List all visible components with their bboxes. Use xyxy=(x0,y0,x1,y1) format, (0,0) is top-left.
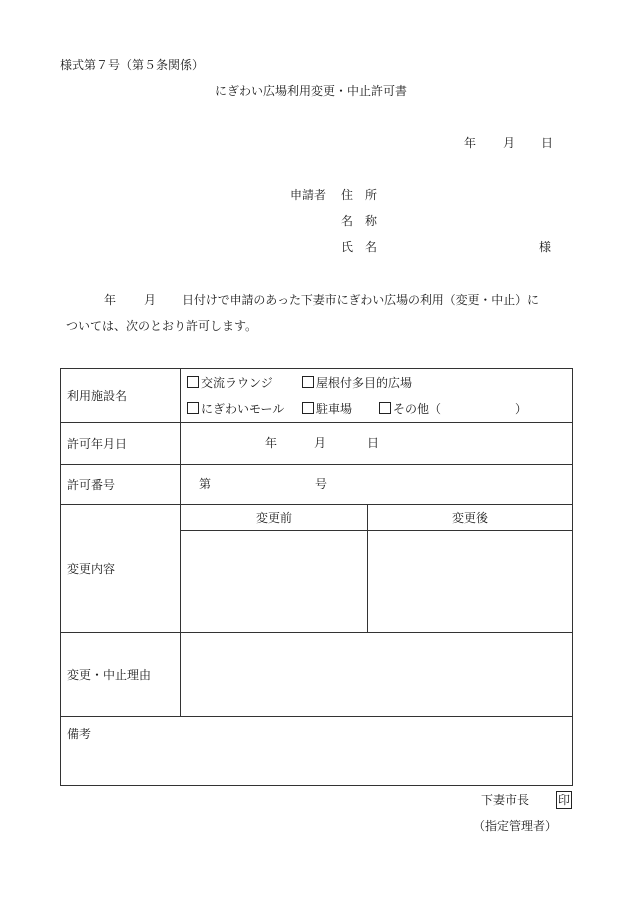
permit-table xyxy=(60,368,573,786)
applicant-label: 申請者 xyxy=(290,188,327,202)
after-label: 変更後 xyxy=(368,505,573,531)
change-label: 変更内容 xyxy=(61,505,181,633)
body-line2: ついては、次のとおり許可します。 xyxy=(66,319,258,333)
permit-date-label: 許可年月日 xyxy=(61,423,181,465)
option-roofed-plaza[interactable] xyxy=(302,376,412,390)
change-header-row xyxy=(61,505,573,531)
designated-manager: （指定管理者） xyxy=(473,819,558,833)
permit-date-year: 年 xyxy=(265,436,278,450)
seal-mark xyxy=(556,791,572,809)
person-name-label: 氏 名 xyxy=(341,240,378,254)
option-other[interactable] xyxy=(379,402,441,416)
permit-date-row xyxy=(61,423,573,465)
before-label: 変更前 xyxy=(181,505,368,531)
body-year: 年 xyxy=(104,293,117,307)
permit-number-field[interactable] xyxy=(181,465,573,505)
option-other-close: ） xyxy=(515,402,528,416)
form-number: 様式第７号（第５条関係） xyxy=(60,58,205,72)
option-mall[interactable] xyxy=(187,402,284,416)
permit-number-prefix: 第 xyxy=(199,477,212,491)
body-line1: 日付けで申請のあった下妻市にぎわい広場の利用（変更・中止）に xyxy=(182,293,539,307)
honorific: 様 xyxy=(539,240,552,254)
checkbox-icon[interactable] xyxy=(302,376,314,388)
mayor-title: 下妻市長 xyxy=(481,793,530,807)
reason-field[interactable] xyxy=(181,633,573,717)
body-month: 月 xyxy=(144,293,157,307)
reason-label: 変更・中止理由 xyxy=(61,633,181,717)
reason-row xyxy=(61,633,573,717)
permit-date-field[interactable] xyxy=(181,423,573,465)
permit-number-suffix: 号 xyxy=(315,477,328,491)
after-field[interactable] xyxy=(368,531,573,633)
checkbox-icon[interactable] xyxy=(379,402,391,414)
facility-row xyxy=(61,369,573,423)
address-label: 住 所 xyxy=(341,188,378,202)
checkbox-icon[interactable] xyxy=(187,402,199,414)
remarks-field[interactable] xyxy=(61,717,573,786)
option-other-label: その他（ xyxy=(393,402,442,416)
permit-number-row xyxy=(61,465,573,505)
facility-options xyxy=(181,369,573,423)
before-field[interactable] xyxy=(181,531,368,633)
permit-number-label: 許可番号 xyxy=(61,465,181,505)
option-parking-label: 駐車場 xyxy=(316,402,353,416)
date-year: 年 xyxy=(464,136,477,150)
remarks-row xyxy=(61,717,573,786)
option-lounge-label: 交流ラウンジ xyxy=(201,376,273,390)
date-month: 月 xyxy=(503,136,516,150)
date-day: 日 xyxy=(541,136,554,150)
permit-date-day: 日 xyxy=(367,436,380,450)
org-name-label: 名 称 xyxy=(341,214,378,228)
facility-label: 利用施設名 xyxy=(61,369,181,423)
checkbox-icon[interactable] xyxy=(302,402,314,414)
option-roofed-plaza-label: 屋根付多目的広場 xyxy=(316,376,413,390)
option-parking[interactable] xyxy=(302,402,352,416)
document-title: にぎわい広場利用変更・中止許可書 xyxy=(215,84,408,98)
remarks-label: 備考 xyxy=(67,727,92,741)
checkbox-icon[interactable] xyxy=(187,376,199,388)
seal-icon: 印 xyxy=(558,793,571,807)
permit-date-month: 月 xyxy=(314,436,327,450)
option-lounge[interactable] xyxy=(187,376,273,390)
option-mall-label: にぎわいモール xyxy=(201,402,285,416)
